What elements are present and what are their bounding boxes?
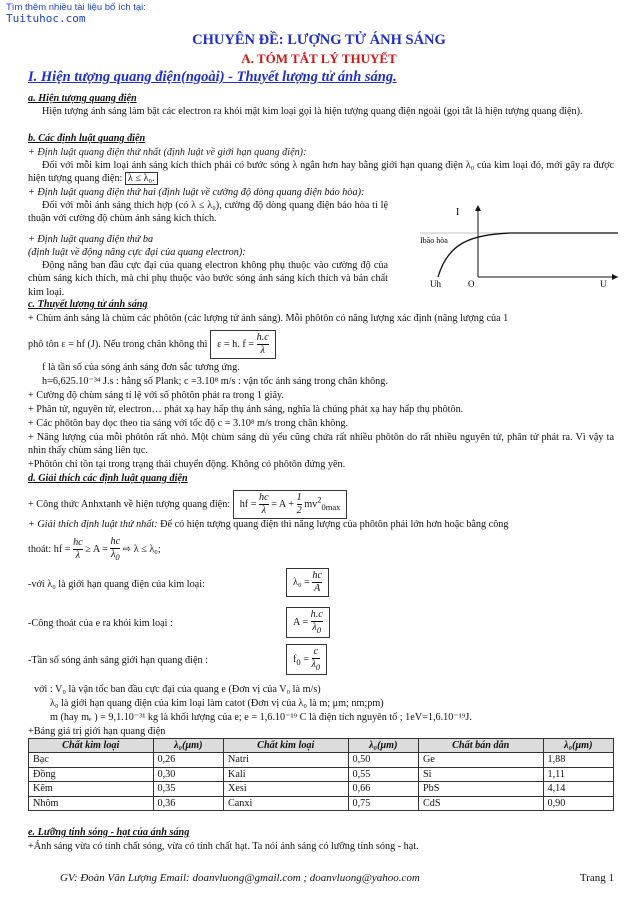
table-cell: Ge [418, 753, 543, 767]
law3-title: + Định luật quang điện thứ ba [28, 234, 154, 245]
c3: h=6,625.10⁻³⁴ J.s : hằng số Plank; c =3.10⁸ m/s : vận tốc ánh sáng trong chân không. [42, 376, 388, 387]
law1-box: λ ≤ λ₀. [125, 172, 158, 185]
table-header-4: Chất bán dẫn [418, 739, 543, 753]
photon-energy-formula: ε = h. f = $\frac{h.c}{\lambda}$ [210, 330, 276, 359]
table-cell: 0,90 [543, 796, 614, 810]
table-cell: 0,30 [153, 767, 223, 781]
watermark-link[interactable]: Tuituhoc.com [6, 12, 86, 25]
footer-author: GV: Đoàn Văn Lượng Email: doanvluong@gmail.com ; doanvluong@yahoo.com [60, 872, 420, 884]
table-cell: 0,55 [348, 767, 418, 781]
table-header-3: λ₀(μm) [348, 739, 418, 753]
d7: λ₀ là giới hạn quang điện của kim loại làm catot (Đơn vị của λ₀ là m; μm; nm;pm) [50, 698, 384, 709]
table-body [29, 753, 614, 811]
current-curve [438, 233, 618, 277]
d2c: thoát: hf = $\frac{hc}{\lambda}$ ≥ A = $\frac{hc}{\lambda_0}$ ⇨ λ ≤ λ₀; [28, 536, 161, 563]
table-cell: 0,36 [153, 796, 223, 810]
graph-o-label: O [468, 279, 475, 289]
watermark[interactable] [6, 2, 146, 24]
law3-sub: (định luật về động năng cực đại của quang electron): [28, 247, 246, 258]
d6: với : V₀ là vận tốc ban đầu cực đại của quang e (Đơn vị của V₀ là m/s) [34, 684, 321, 695]
para-b-head: b. Các định luật quang điện [28, 133, 146, 144]
c8: +Phôtôn chỉ tồn tại trong trạng thái chuyển động. Không có phôtôn đứng yên. [28, 459, 346, 470]
table-header-2: Chất kim loại [223, 739, 348, 753]
graph-ibh-label: Ibão hòa [420, 236, 448, 245]
graph-uh-label: Uh [430, 279, 441, 289]
threshold-table [28, 738, 614, 811]
table-header-0: Chất kim loại [29, 739, 154, 753]
table-cell: 0,50 [348, 753, 418, 767]
u-arrow [612, 274, 618, 280]
table-cell: 0,75 [348, 796, 418, 810]
table-cell: 0,35 [153, 782, 223, 796]
para-c-head: c. Thuyết lượng tử ánh sáng [28, 299, 148, 310]
c5: + Phân tử, nguyên tử, electron… phát xạ hay hấp thụ ánh sáng, nghĩa là chúng phát xạ hay hấp thụ phôtôn. [28, 404, 464, 415]
c7: + Năng lượng của mỗi phôtôn rất nhỏ. Một chùm sáng dù yếu cũng chứa rất nhiều phôtôn do rất nhiều nguyên tử, phân tử phát ra. Vì vậy ta nhìn thấy chùm sáng liên tục. [28, 432, 614, 457]
e1: +Ánh sáng vừa có tính chất sóng, vừa có tính chất hạt. Ta nói ánh sáng có lưỡng tính sóng - hạt. [28, 841, 419, 852]
d5: -Tần số sóng ánh sáng giới hạn quang điện : $f_0$ = $\frac{c}{\lambda_0}$ [28, 654, 614, 667]
i-arrow [475, 205, 481, 211]
watermark-line1: Tìm thêm nhiều tài liệu bổ ích tại: [6, 2, 146, 13]
table-cell: Đồng [29, 767, 154, 781]
table-header-5: λ₀(μm) [543, 739, 614, 753]
table-cell: Xesi [223, 782, 348, 796]
table-cell: CdS [418, 796, 543, 810]
c1: + Chùm ánh sáng là chùm các phôtôn (các lượng tử ánh sáng). Mỗi phôtôn có năng lượng xác định (năng lượng của 1 [28, 313, 509, 324]
table-cell: Canxi [223, 796, 348, 810]
table-cell: 4,14 [543, 782, 614, 796]
graph-i-label: I [456, 207, 460, 218]
einstein-formula: hf = $\frac{hc}{\lambda}$ = A + $\frac{1}{2}$ $mv^2_{0max}$ [233, 490, 348, 519]
law2-text: Đối với mỗi ánh sáng thích hợp (có λ ≤ λ₀), cường độ dòng quang điện bảo hòa tỉ lệ thuận với cường độ chùm ánh sáng kích thích. [28, 200, 388, 225]
para-a-head: a. Hiện tượng quang điện [28, 93, 137, 104]
law2-title: + Định luật quang điện thứ hai (định luật về cường độ dòng quang điện bảo hòa): [28, 187, 365, 198]
table-cell: PbS [418, 782, 543, 796]
table-cell: Si [418, 767, 543, 781]
law1-text: Đối với mỗi kim loại ánh sáng kích thích phải có bước sóng λ ngắn hơn hay bằng giới hạn quang điện λ₀ của kim loại đó, mới gây ra được hiện tượng quang điện: λ ≤ λ₀. [28, 160, 614, 185]
d8: m (hay mₑ ) = 9,1.10⁻³¹ kg là khối lượng của e; e = 1,6.10⁻¹⁹ C là điện tích nguyên tố ; 1eV=1,6.10⁻¹⁹J. [50, 712, 472, 723]
table-row [29, 753, 614, 767]
table-cell: Nhôm [29, 796, 154, 810]
law3-text: Động năng ban đầu cực đại của quang electron không phụ thuộc vào cường độ của chùm sáng kích thích, mà chỉ phụ thuộc vào bước sóng ánh sáng kích thích và bản chất kim loại. [28, 260, 388, 298]
table-row [29, 796, 614, 810]
d2: + Giải thích định luật thứ nhất: Để có hiện tượng quang điện thì năng lượng của phôtôn phải lớn hơn hoặc bằng công [28, 519, 509, 530]
table-cell: Kẽm [29, 782, 154, 796]
law1-title: + Định luật quang điện thứ nhất (định luật về giới hạn quang điện): [28, 147, 307, 158]
table-header-1: λ₀(μm) [153, 739, 223, 753]
page-number: Trang 1 [579, 872, 614, 884]
table-cell: 1,88 [543, 753, 614, 767]
table-cell: 1,11 [543, 767, 614, 781]
para-d-head: d. Giải thích các định luật quang điện [28, 473, 188, 484]
table-cell: Bạc [29, 753, 154, 767]
d3: -với λ₀ là giới hạn quang điện của kim loại: λ₀ = $\frac{hc}{A}$ [28, 578, 614, 591]
work-function-formula: A = $\frac{h.c}{\lambda_0}$ [286, 607, 330, 638]
table-cell: Natri [223, 753, 348, 767]
photocurrent-graph [420, 203, 620, 289]
para-a-text: Hiện tượng ánh sáng làm bật các electron ra khỏi mặt kim loại gọi là hiện tượng quang điện ngoài (gọi tắt là hiện tượng quang điện). [42, 106, 583, 117]
document-subtitle: A. TÓM TẮT LÝ THUYẾT [241, 51, 397, 66]
document-title: CHUYÊN ĐỀ: LƯỢNG TỬ ÁNH SÁNG [192, 32, 446, 48]
d4: -Công thoát của e ra khỏi kim loại : A = $\frac{h.c}{\lambda_0}$ [28, 617, 614, 630]
d9: +Bảng giá trị giới hạn quang điện [28, 726, 166, 737]
table-cell: 0,26 [153, 753, 223, 767]
section-heading: I. Hiện tượng quang điện(ngoài) - Thuyết lượng tử ánh sáng. [28, 69, 397, 85]
graph-u-label: U [600, 279, 607, 289]
table-row [29, 767, 614, 781]
frequency-formula: $f_0$ = $\frac{c}{\lambda_0}$ [286, 644, 327, 675]
c2: f là tần số của sóng ánh sáng đơn sắc tương ứng. [42, 362, 240, 373]
c1b: phô tôn ε = hf (J). Nếu trong chân không thì ε = h. f = $\frac{h.c}{\lambda}$ [28, 330, 614, 359]
table-cell: 0,66 [348, 782, 418, 796]
c6: + Các phôtôn bay dọc theo tia sáng với tốc độ c = 3.10⁸ m/s trong chân không. [28, 418, 349, 429]
d1: + Công thức Anhxtanh về hiện tượng quang điện: hf = $\frac{hc}{\lambda}$ = A + $\frac{1}{2}$ $mv^2_{0max}$ [28, 490, 614, 519]
table-cell: Kali [223, 767, 348, 781]
lambda0-formula: λ₀ = $\frac{hc}{A}$ [286, 568, 329, 597]
para-e-head: e. Lưỡng tính sóng - hạt của ánh sáng [28, 827, 190, 838]
table-row [29, 782, 614, 796]
table-header-row [29, 739, 614, 753]
c4: + Cường độ chùm sáng tỉ lệ với số phôtôn phát ra trong 1 giây. [28, 390, 284, 401]
